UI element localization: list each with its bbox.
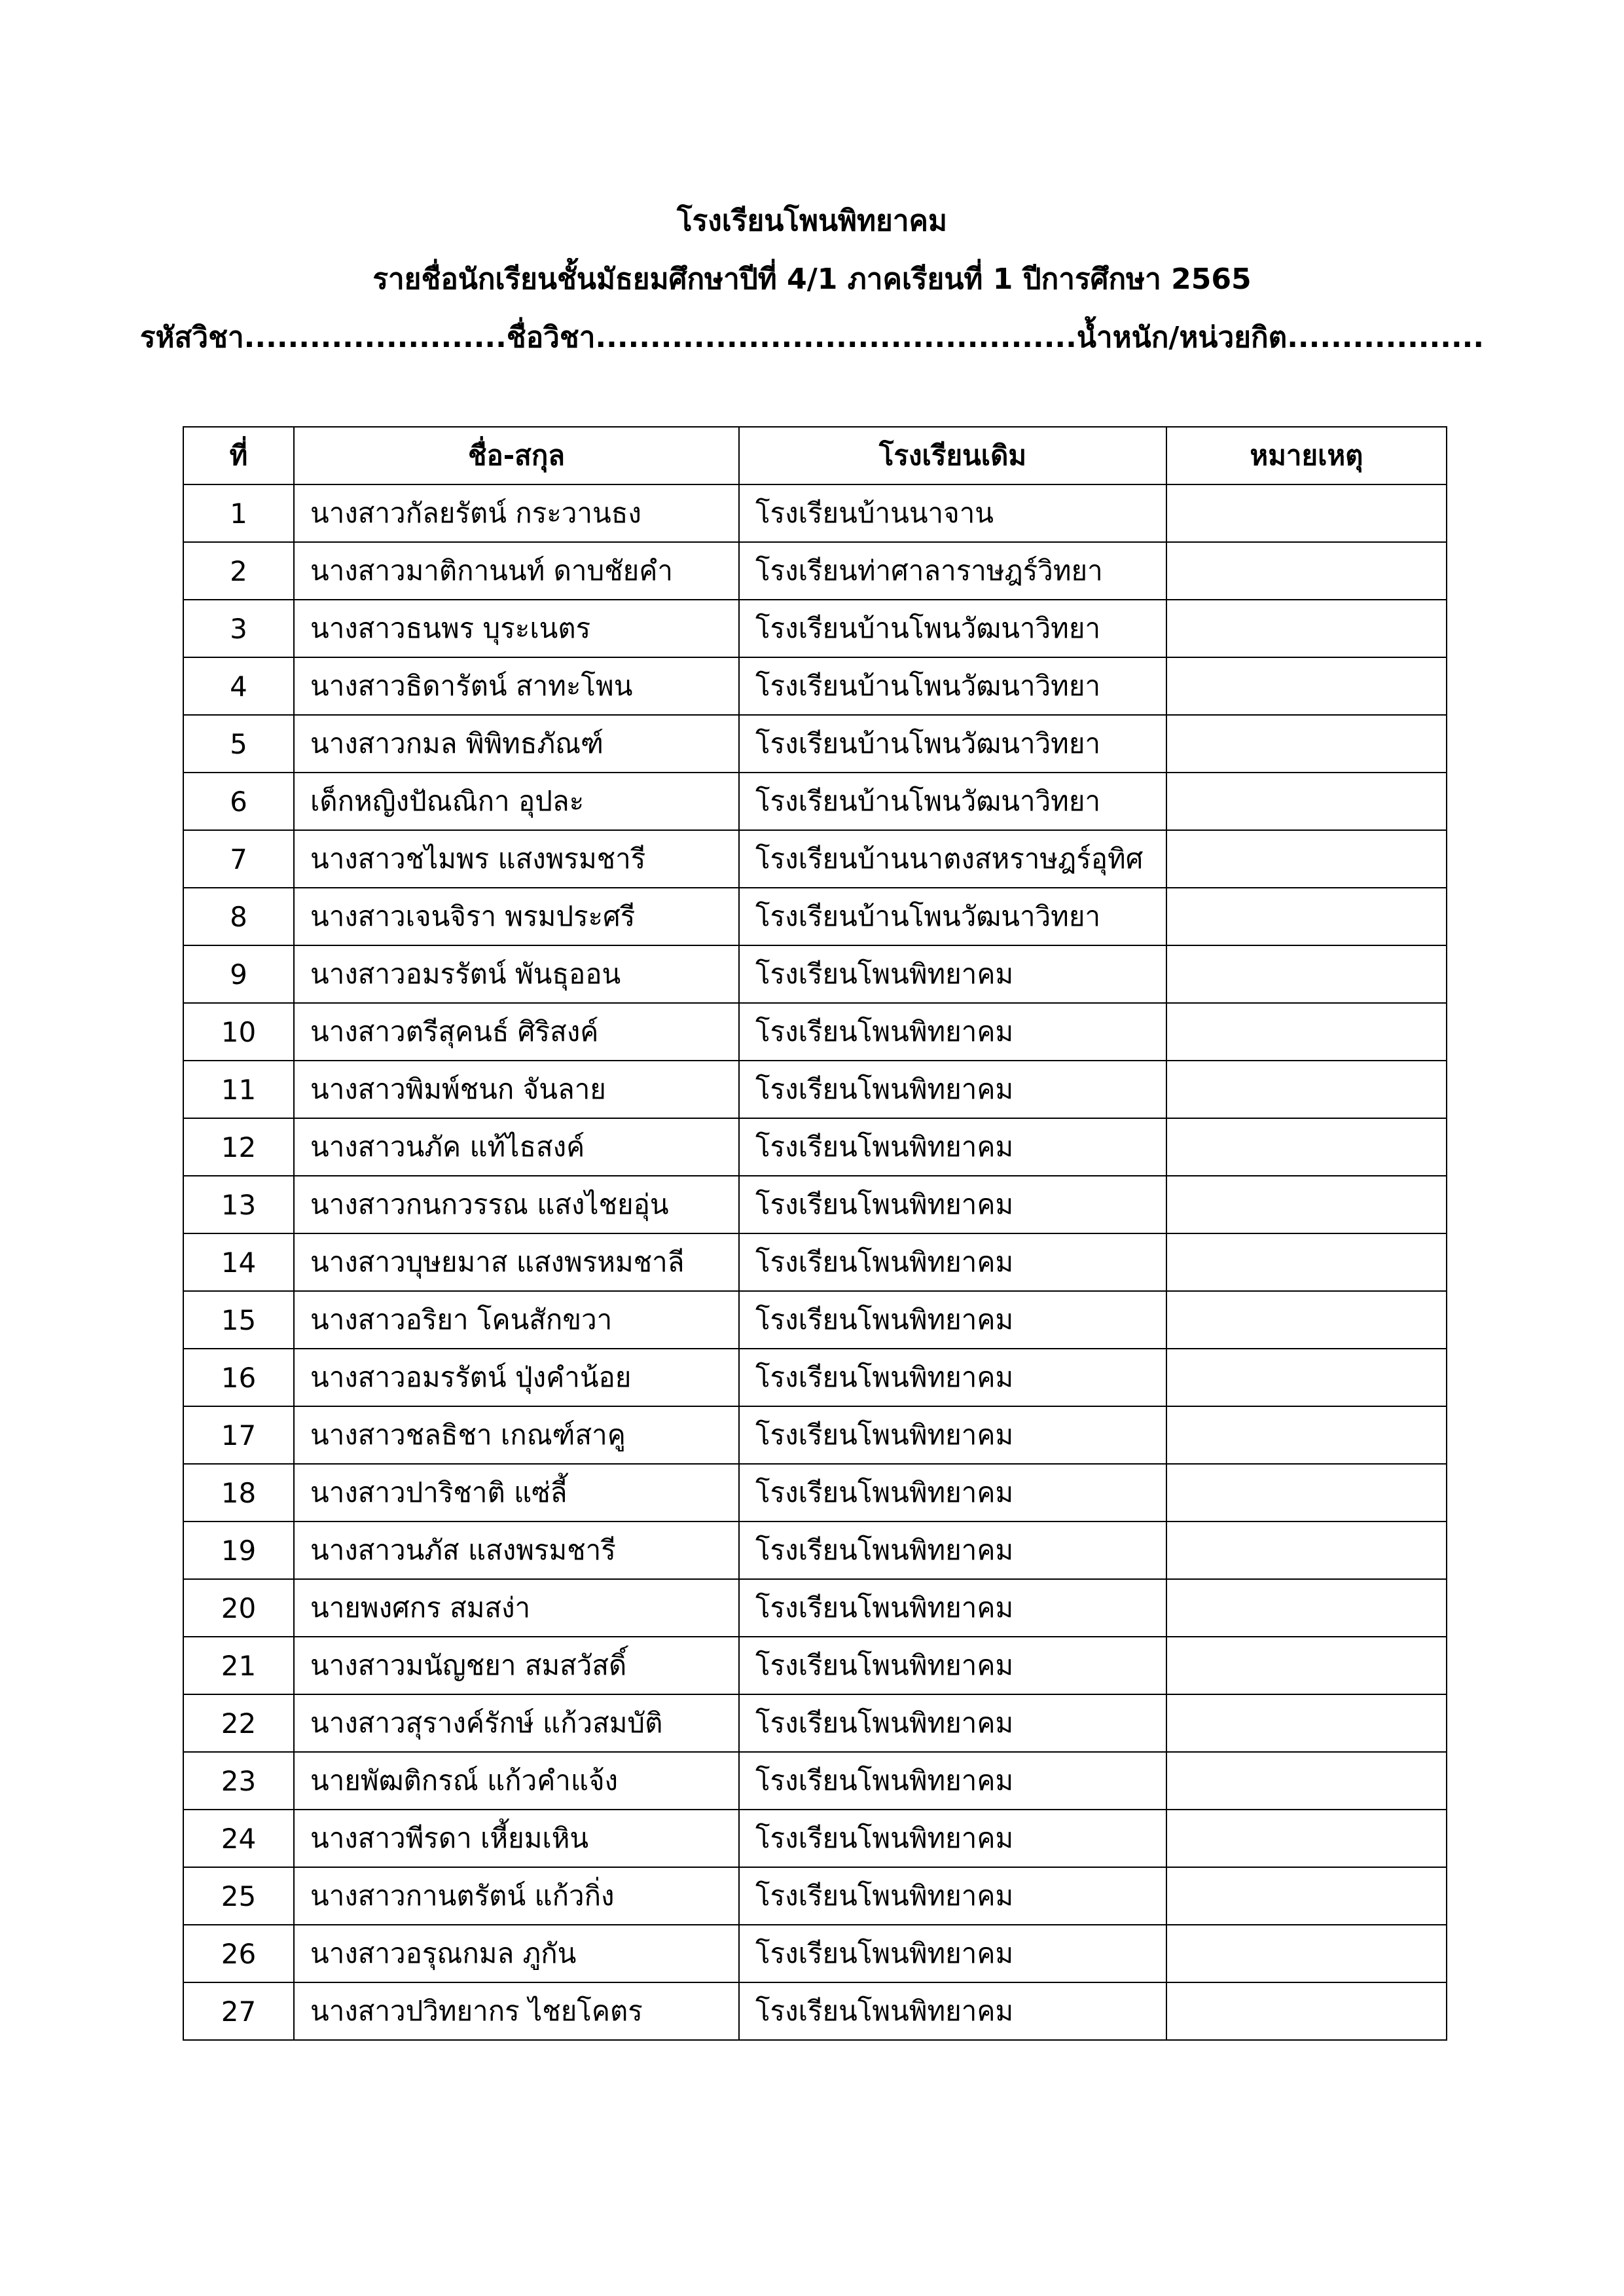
student-name: นางสาวอรุณกมล ภูกัน xyxy=(294,1925,739,1982)
table-row xyxy=(183,715,1447,773)
row-number: 18 xyxy=(183,1464,294,1522)
remarks-cell xyxy=(1166,715,1447,773)
table-row xyxy=(183,830,1447,888)
previous-school: โรงเรียนโพนพิทยาคม xyxy=(739,1579,1166,1637)
table-row xyxy=(183,1118,1447,1176)
row-number: 20 xyxy=(183,1579,294,1637)
previous-school: โรงเรียนบ้านโพนวัฒนาวิทยา xyxy=(739,600,1166,657)
previous-school: โรงเรียนโพนพิทยาคม xyxy=(739,1118,1166,1176)
row-number: 4 xyxy=(183,657,294,715)
row-number: 7 xyxy=(183,830,294,888)
student-name: นางสาวตรีสุคนธ์ ศิริสงค์ xyxy=(294,1003,739,1061)
row-number: 13 xyxy=(183,1176,294,1233)
student-name: นางสาวชไมพร แสงพรมชารี xyxy=(294,830,739,888)
remarks-cell xyxy=(1166,1291,1447,1349)
table-row xyxy=(183,1867,1447,1925)
previous-school: โรงเรียนโพนพิทยาคม xyxy=(739,945,1166,1003)
student-name: นางสาวนภัค แท้ไธสงค์ xyxy=(294,1118,739,1176)
row-number: 23 xyxy=(183,1752,294,1810)
student-name: นางสาวบุษยมาส แสงพรหมชาลี xyxy=(294,1233,739,1291)
row-number: 9 xyxy=(183,945,294,1003)
previous-school: โรงเรียนโพนพิทยาคม xyxy=(739,1406,1166,1464)
row-number: 1 xyxy=(183,484,294,542)
previous-school: โรงเรียนโพนพิทยาคม xyxy=(739,1637,1166,1694)
column-header-name: ชื่อ-สกุล xyxy=(294,427,739,484)
previous-school: โรงเรียนโพนพิทยาคม xyxy=(739,1291,1166,1349)
remarks-cell xyxy=(1166,1003,1447,1061)
table-row xyxy=(183,600,1447,657)
previous-school: โรงเรียนโพนพิทยาคม xyxy=(739,1810,1166,1867)
table-row xyxy=(183,1349,1447,1406)
table-row xyxy=(183,542,1447,600)
remarks-cell xyxy=(1166,1579,1447,1637)
remarks-cell xyxy=(1166,773,1447,830)
previous-school: โรงเรียนโพนพิทยาคม xyxy=(739,1694,1166,1752)
student-name: นางสาวปาริชาติ แซ่ลี้ xyxy=(294,1464,739,1522)
previous-school: โรงเรียนบ้านโพนวัฒนาวิทยา xyxy=(739,888,1166,945)
student-roster-table xyxy=(183,426,1447,2041)
previous-school: โรงเรียนโพนพิทยาคม xyxy=(739,1925,1166,1982)
table-row xyxy=(183,1061,1447,1118)
row-number: 16 xyxy=(183,1349,294,1406)
remarks-cell xyxy=(1166,657,1447,715)
student-name: นายพัฒติกรณ์ แก้วคำแจ้ง xyxy=(294,1752,739,1810)
table-row xyxy=(183,1752,1447,1810)
row-number: 6 xyxy=(183,773,294,830)
previous-school: โรงเรียนบ้านโพนวัฒนาวิทยา xyxy=(739,773,1166,830)
student-name: นางสาวสุรางค์รักษ์ แก้วสมบัติ xyxy=(294,1694,739,1752)
remarks-cell xyxy=(1166,1752,1447,1810)
previous-school: โรงเรียนโพนพิทยาคม xyxy=(739,1349,1166,1406)
remarks-cell xyxy=(1166,1233,1447,1291)
row-number: 11 xyxy=(183,1061,294,1118)
row-number: 21 xyxy=(183,1637,294,1694)
previous-school: โรงเรียนโพนพิทยาคม xyxy=(739,1982,1166,2040)
table-row xyxy=(183,1694,1447,1752)
student-name: นางสาวธิดารัตน์ สาทะโพน xyxy=(294,657,739,715)
row-number: 2 xyxy=(183,542,294,600)
remarks-cell xyxy=(1166,1925,1447,1982)
previous-school: โรงเรียนบ้านนาตงสหราษฎร์อุทิศ xyxy=(739,830,1166,888)
roster-subtitle: รายชื่อนักเรียนชั้นมัธยมศึกษาปีที่ 4/1 ภาคเรียนที่ 1 ปีการศึกษา 2565 xyxy=(372,263,1252,296)
remarks-cell xyxy=(1166,1349,1447,1406)
table-row xyxy=(183,1925,1447,1982)
previous-school: โรงเรียนโพนพิทยาคม xyxy=(739,1464,1166,1522)
table-row xyxy=(183,1406,1447,1464)
student-name: นางสาวมาติกานนท์ ดาบชัยคำ xyxy=(294,542,739,600)
student-name: นางสาวปวิทยากร ไชยโคตร xyxy=(294,1982,739,2040)
row-number: 8 xyxy=(183,888,294,945)
student-name: นางสาวธนพร บุระเนตร xyxy=(294,600,739,657)
student-name: นายพงศกร สมสง่า xyxy=(294,1579,739,1637)
student-name: นางสาวพีรดา เหี้ยมเหิน xyxy=(294,1810,739,1867)
row-number: 19 xyxy=(183,1522,294,1579)
remarks-cell xyxy=(1166,1061,1447,1118)
previous-school: โรงเรียนโพนพิทยาคม xyxy=(739,1752,1166,1810)
table-row xyxy=(183,1003,1447,1061)
row-number: 14 xyxy=(183,1233,294,1291)
remarks-cell xyxy=(1166,542,1447,600)
table-row xyxy=(183,1637,1447,1694)
remarks-cell xyxy=(1166,1118,1447,1176)
school-title: โรงเรียนโพนพิทยาคม xyxy=(677,204,947,238)
table-row xyxy=(183,1982,1447,2040)
remarks-cell xyxy=(1166,888,1447,945)
student-name: นางสาวอมรรัตน์ ปุ่งคำน้อย xyxy=(294,1349,739,1406)
remarks-cell xyxy=(1166,600,1447,657)
table-row xyxy=(183,484,1447,542)
table-row xyxy=(183,773,1447,830)
row-number: 26 xyxy=(183,1925,294,1982)
student-name: นางสาวชลธิชา เกณฑ์สาคู xyxy=(294,1406,739,1464)
previous-school: โรงเรียนบ้านโพนวัฒนาวิทยา xyxy=(739,657,1166,715)
remarks-cell xyxy=(1166,1176,1447,1233)
column-header-number: ที่ xyxy=(183,427,294,484)
table-row xyxy=(183,1579,1447,1637)
table-row xyxy=(183,945,1447,1003)
table-row xyxy=(183,1176,1447,1233)
row-number: 17 xyxy=(183,1406,294,1464)
student-name: นางสาวกัลยรัตน์ กระวานธง xyxy=(294,484,739,542)
table-row xyxy=(183,1810,1447,1867)
previous-school: โรงเรียนบ้านโพนวัฒนาวิทยา xyxy=(739,715,1166,773)
remarks-cell xyxy=(1166,484,1447,542)
remarks-cell xyxy=(1166,1694,1447,1752)
remarks-cell xyxy=(1166,1867,1447,1925)
previous-school: โรงเรียนบ้านนาจาน xyxy=(739,484,1166,542)
previous-school: โรงเรียนโพนพิทยาคม xyxy=(739,1176,1166,1233)
student-name: นางสาวกนกวรรณ แสงไชยอุ่น xyxy=(294,1176,739,1233)
previous-school: โรงเรียนท่าศาลาราษฎร์วิทยา xyxy=(739,542,1166,600)
previous-school: โรงเรียนโพนพิทยาคม xyxy=(739,1522,1166,1579)
table-body xyxy=(183,484,1447,2040)
student-name: นางสาวพิมพ์ชนก จันลาย xyxy=(294,1061,739,1118)
row-number: 3 xyxy=(183,600,294,657)
row-number: 15 xyxy=(183,1291,294,1349)
student-name: นางสาวเจนจิรา พรมประศรี xyxy=(294,888,739,945)
course-info-line: รหัสวิชา........................ชื่อวิชา............................................น้ำหนัก/หน่วยกิต.................. xyxy=(139,321,1485,354)
previous-school: โรงเรียนโพนพิทยาคม xyxy=(739,1233,1166,1291)
remarks-cell xyxy=(1166,1406,1447,1464)
table-row xyxy=(183,1522,1447,1579)
remarks-cell xyxy=(1166,1522,1447,1579)
student-name: นางสาวอมรรัตน์ พันธุออน xyxy=(294,945,739,1003)
row-number: 25 xyxy=(183,1867,294,1925)
row-number: 10 xyxy=(183,1003,294,1061)
row-number: 22 xyxy=(183,1694,294,1752)
table-row xyxy=(183,888,1447,945)
table-row xyxy=(183,1464,1447,1522)
previous-school: โรงเรียนโพนพิทยาคม xyxy=(739,1867,1166,1925)
student-name: นางสาวนภัส แสงพรมชารี xyxy=(294,1522,739,1579)
previous-school: โรงเรียนโพนพิทยาคม xyxy=(739,1061,1166,1118)
row-number: 24 xyxy=(183,1810,294,1867)
student-name: นางสาวกานตรัตน์ แก้วกิ่ง xyxy=(294,1867,739,1925)
column-header-previous-school: โรงเรียนเดิม xyxy=(739,427,1166,484)
remarks-cell xyxy=(1166,1637,1447,1694)
remarks-cell xyxy=(1166,1464,1447,1522)
remarks-cell xyxy=(1166,1982,1447,2040)
row-number: 12 xyxy=(183,1118,294,1176)
student-name: นางสาวมนัญชยา สมสวัสดิ์ xyxy=(294,1637,739,1694)
row-number: 5 xyxy=(183,715,294,773)
column-header-remarks: หมายเหตุ xyxy=(1166,427,1447,484)
table-row xyxy=(183,1233,1447,1291)
table-row xyxy=(183,657,1447,715)
remarks-cell xyxy=(1166,830,1447,888)
remarks-cell xyxy=(1166,1810,1447,1867)
row-number: 27 xyxy=(183,1982,294,2040)
table-row xyxy=(183,1291,1447,1349)
student-name: นางสาวกมล พิพิทธภัณฑ์ xyxy=(294,715,739,773)
previous-school: โรงเรียนโพนพิทยาคม xyxy=(739,1003,1166,1061)
remarks-cell xyxy=(1166,945,1447,1003)
student-name: นางสาวอริยา โคนสักขวา xyxy=(294,1291,739,1349)
student-name: เด็กหญิงปัณณิกา อุปละ xyxy=(294,773,739,830)
table-header-row xyxy=(183,427,1447,484)
